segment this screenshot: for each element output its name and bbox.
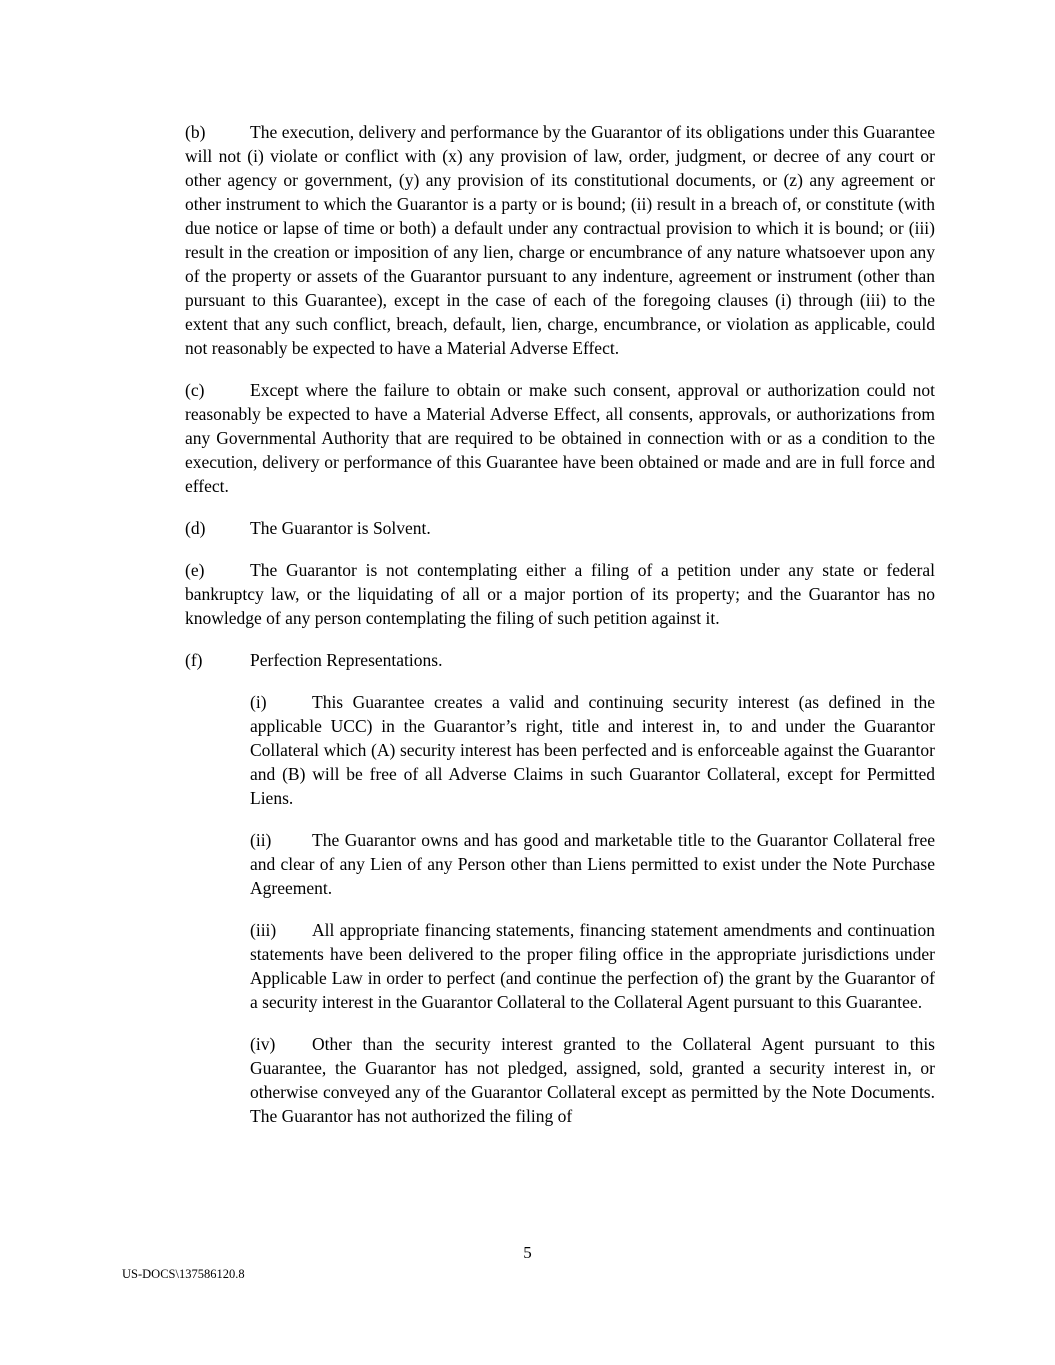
paragraph-e-label: (e) [185, 560, 205, 580]
paragraph-c [185, 378, 935, 498]
subparagraph-iv [250, 1032, 935, 1128]
subparagraph-iv-text: Other than the security interest granted to the Collateral Agent pursuant to this Guarantee, the Guarantor has not pledged, assigned, sold, granted a security interest in, or otherwise conveyed any of the Guarantor Collateral except as permitted by the Note Documents. The Guarantor has not authorized the filing of [250, 1034, 935, 1126]
subparagraph-iii [250, 918, 935, 1014]
page-number: 5 [523, 1243, 532, 1262]
subparagraph-i [250, 690, 935, 810]
subparagraph-ii-text: The Guarantor owns and has good and marketable title to the Guarantor Collateral free and clear of any Lien of any Person other than Liens permitted to exist under the Note Purchase Agreement. [250, 830, 935, 898]
subparagraph-ii [250, 828, 935, 900]
paragraph-f-text: Perfection Representations. [250, 650, 443, 670]
paragraph-f [185, 648, 935, 672]
paragraph-c-label: (c) [185, 380, 205, 400]
paragraph-e-text: The Guarantor is not contemplating either a filing of a petition under any state or federal bankruptcy law, or the liquidating of all or a major portion of its property; and the Guarantor has no knowledge of any person contemplating the filing of such petition against it. [185, 560, 935, 628]
paragraph-d-text: The Guarantor is Solvent. [250, 518, 431, 538]
paragraph-b-text: The execution, delivery and performance by the Guarantor of its obligations under this Guarantee will not (i) violate or conflict with (x) any provision of law, order, judgment, or decree of any court or other agency or government, (y) any provision of its constitutional documents, or (z) any agreement or other instrument to which the Guarantor is a party or is bound; (ii) result in a breach of, or constitute (with due notice or lapse of time or both) a default under any contractual provision to which it is bound; or (iii) result in the creation or imposition of any lien, charge or encumbrance of any nature whatsoever upon any of the property or assets of the Guarantor pursuant to any indenture, agreement or instrument (other than pursuant to this Guarantee), except in the case of each of the foregoing clauses (i) through (iii) to the extent that any such conflict, breach, default, lien, charge, encumbrance, or violation as applicable, could not reasonably be expected to have a Material Adverse Effect. [185, 122, 935, 358]
paragraph-b-label: (b) [185, 122, 206, 142]
subparagraph-iii-label: (iii) [250, 920, 277, 940]
paragraph-b [185, 120, 935, 360]
subparagraph-ii-label: (ii) [250, 830, 272, 850]
footer-document-id: US-DOCS\137586120.8 [122, 1267, 245, 1281]
paragraph-d [185, 516, 935, 540]
paragraph-c-text: Except where the failure to obtain or make such consent, approval or authorization could not reasonably be expected to have a Material Adverse Effect, all consents, approvals, or authorizations from any Governmental Authority that are required to be obtained in connection with or as a condition to the execution, delivery or performance of this Guarantee have been obtained or made and are in full force and effect. [185, 380, 935, 496]
paragraph-d-label: (d) [185, 518, 206, 538]
subparagraph-i-text: This Guarantee creates a valid and continuing security interest (as defined in the applicable UCC) in the Guarantor’s right, title and interest in, to and under the Guarantor Collateral which (A) security interest has been perfected and is enforceable against the Guarantor and (B) will be free of all Adverse Claims in such Guarantor Collateral, except for Permitted Liens. [250, 692, 935, 808]
paragraph-f-label: (f) [185, 650, 203, 670]
subparagraph-iii-text: All appropriate financing statements, financing statement amendments and continuation statements have been delivered to the proper filing office in the appropriate jurisdictions under Applicable Law in order to perfect (and continue the perfection of) the grant by the Guarantor of a security interest in the Guarantor Collateral to the Collateral Agent pursuant to this Guarantee. [250, 920, 935, 1012]
document-body [185, 120, 935, 1146]
subparagraph-iv-label: (iv) [250, 1034, 276, 1054]
subparagraph-i-label: (i) [250, 692, 267, 712]
paragraph-e [185, 558, 935, 630]
